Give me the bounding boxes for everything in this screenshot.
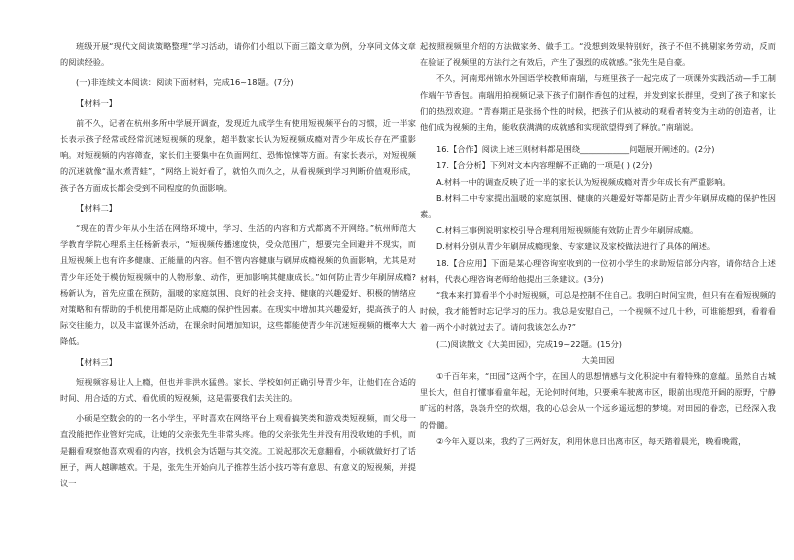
right-column [420, 38, 776, 449]
essay-title: 大美田园 [581, 354, 615, 365]
material-1-heading: 【材料一】 [76, 97, 117, 108]
question-17-option-d: D.材料分别从青少年刷屏成瘾现象、专家建议及家校做法进行了具体的阐述。 [436, 241, 716, 252]
material-3-text: 短视频容易让人上瘾，但也并非洪水猛兽。家长、学校如何正确引导青少年，让他们在合适的时间、用合适的方式、看优质的短视频，这是需要我们去关注的。 [60, 376, 416, 404]
section-heading-2: (二)阅读散文《大美田园》，完成19~22题。(15分) [436, 338, 622, 349]
story-continuation: 起按照视频里介绍的方法做家务、做手工。“没想到效果特别好，孩子不但不挑剔家务劳动，反而在验证了视频里的方法行之有效后，产生了强烈的成就感。”张先生是自豪。 [420, 41, 776, 68]
material-2-heading: 【材料二】 [76, 202, 117, 213]
material-2-text: “现在的青少年从小生活在网络环境中，学习、生活的内容和方式都离不开网络。”杭州师范大学教育学院心理系主任杨新表示，“短视频传播速度快，受众范围广，想要完全回避并不现实，而且短视频上也有许多健康、正能量的内容。但不管内容健康与刷屏成瘾视频的负面影响，尤其是对青少年还处于模仿短视频中的人物形象、动作，更加影响其健康成长。”如何防止青少年刷屏成瘾?杨新认为，首先应重在预防，温暖的家庭氛围、良好的社会支持、健康的兴趣爱好、积极的情绪应对策略和有帮助的手机使用都是防止成瘾的保护性因素。在现实中增加其兴趣爱好，提高孩子的人际交往能力，以及丰富课外活动，在课余时间增加知识，这些都能使青少年沉迷短视频的概率大大降低。 [60, 223, 416, 347]
student-quote: “我本来打算看半个小时短视频，可总是控制不住自己。我明白时间宝贵，但只有在看短视频的时候，我才能暂时忘记学习的压力。我总是安慰自己，一个视频不过几十秒，可谁能想到，看着看着一两个小时就过去了。请问我该怎么办?” [420, 290, 776, 333]
question-16: 16.【合作】阅读上述三则材料都是围绕____________问题展开阐述的。(2分) [436, 144, 715, 155]
material-1-text: 前不久，记者在杭州多所中学展开调查，发现近九成学生有使用短视频平台的习惯，近一半家长表示孩子经常或经常沉迷短视频的现象，超半数家长认为短视频成瘾对青少年成长存在严重影响。对短视频的内容筛查，家长们主要集中在负面网红、恐怖惊悚等方面。有家长表示，对短视频的沉迷就像“温水煮青蛙”，“网络上说好看了，就怕久而久之，从看视频到学习判断价值观形成，孩子各方面成长都会受到不同程度的负面影响。 [60, 117, 416, 193]
question-17-option-c: C.材料三事例说明家校引导合理利用短视频能有效防止青少年刷屏成瘾。 [436, 225, 699, 236]
essay-paragraph-2: ②今年入夏以来，我约了三两好友，利用休息日出离市区，每天踏着晨光，晚看晚霞， [436, 435, 747, 446]
question-17: 17.【合分析】下列对文本内容理解不正确的一项是( ) (2分) [436, 160, 653, 171]
intro-paragraph: 班级开展“现代文阅读策略整理”学习活动，请你们小组以下面三篇文章为例，分享同文体文章的阅读经验。 [60, 41, 416, 68]
question-17-option-b: B.材料二中专家提出温暖的家庭氛围、健康的兴趣爱好等都是防止青少年刷屏成瘾的保护性因素。 [420, 192, 776, 220]
material-3-story: 小硕是空数会的的一名小学生，平时喜欢在网络平台上观看搞笑类和游戏类短视频，而父母一直没能把作业管好完成，让她的父亲张先生非常头疼。他的父亲张先生并没有用没收她的手机，而是翻看观察他喜欢观看的内容，找机会为话题与其交流。工说起那次无意翻看，小硕就做好打了话匣子，两人越聊越欢。于是，张先生开始向儿子推荐生活小技巧等有意思、有意义的短视频，并提议一 [60, 413, 416, 489]
section-heading-1: (一)非连续文本阅读：阅读下面材料，完成16~18题。(7分) [76, 77, 294, 88]
left-column [60, 38, 416, 491]
material-3-heading: 【材料三】 [76, 356, 117, 367]
question-17-option-a: A.材料一中的调查反映了近一半的家长认为短视频成瘾对青少年成长有严重影响。 [436, 176, 731, 187]
teacher-paragraph: 不久，河南郑州锦水外国语学校教师南瑞，与班里孩子一起完成了一项课外实践活动—手工制作端午节香包。南瑞用拍视频记录下孩子们制作香包的过程，并发到家长群里，受到了孩子和家长们的热烈欢迎。“青春期正是张扬个性的时候，把孩子们从被动的观看者转变为主动的创造者，让他们成为视频的主角，能收获满满的成就感和实现欲望得到了释放。”南瑞说。 [420, 73, 776, 133]
question-18: 18.【合应用】下面是某心理咨询室收到的一位初小学生的求助短信部分内容，请你结合上述材料，代表心理咨询老师给他提出三条建议。(3分) [420, 257, 776, 284]
essay-paragraph-1: ①千百年来，“田园”这两个字，在国人的思想情感与文化积淀中有着特殊的意蕴。虽然自古城里长大，但自打懂事看童年起，无论何时何地，只要乘车驶离市区，眼前出现范开阔的原野，宁静旷远的村落，袅袅升空的炊烟，我的心总会从一个远乡遥远想的梦境。对田园的眷恋，已经深入我的骨髓。 [420, 371, 776, 430]
